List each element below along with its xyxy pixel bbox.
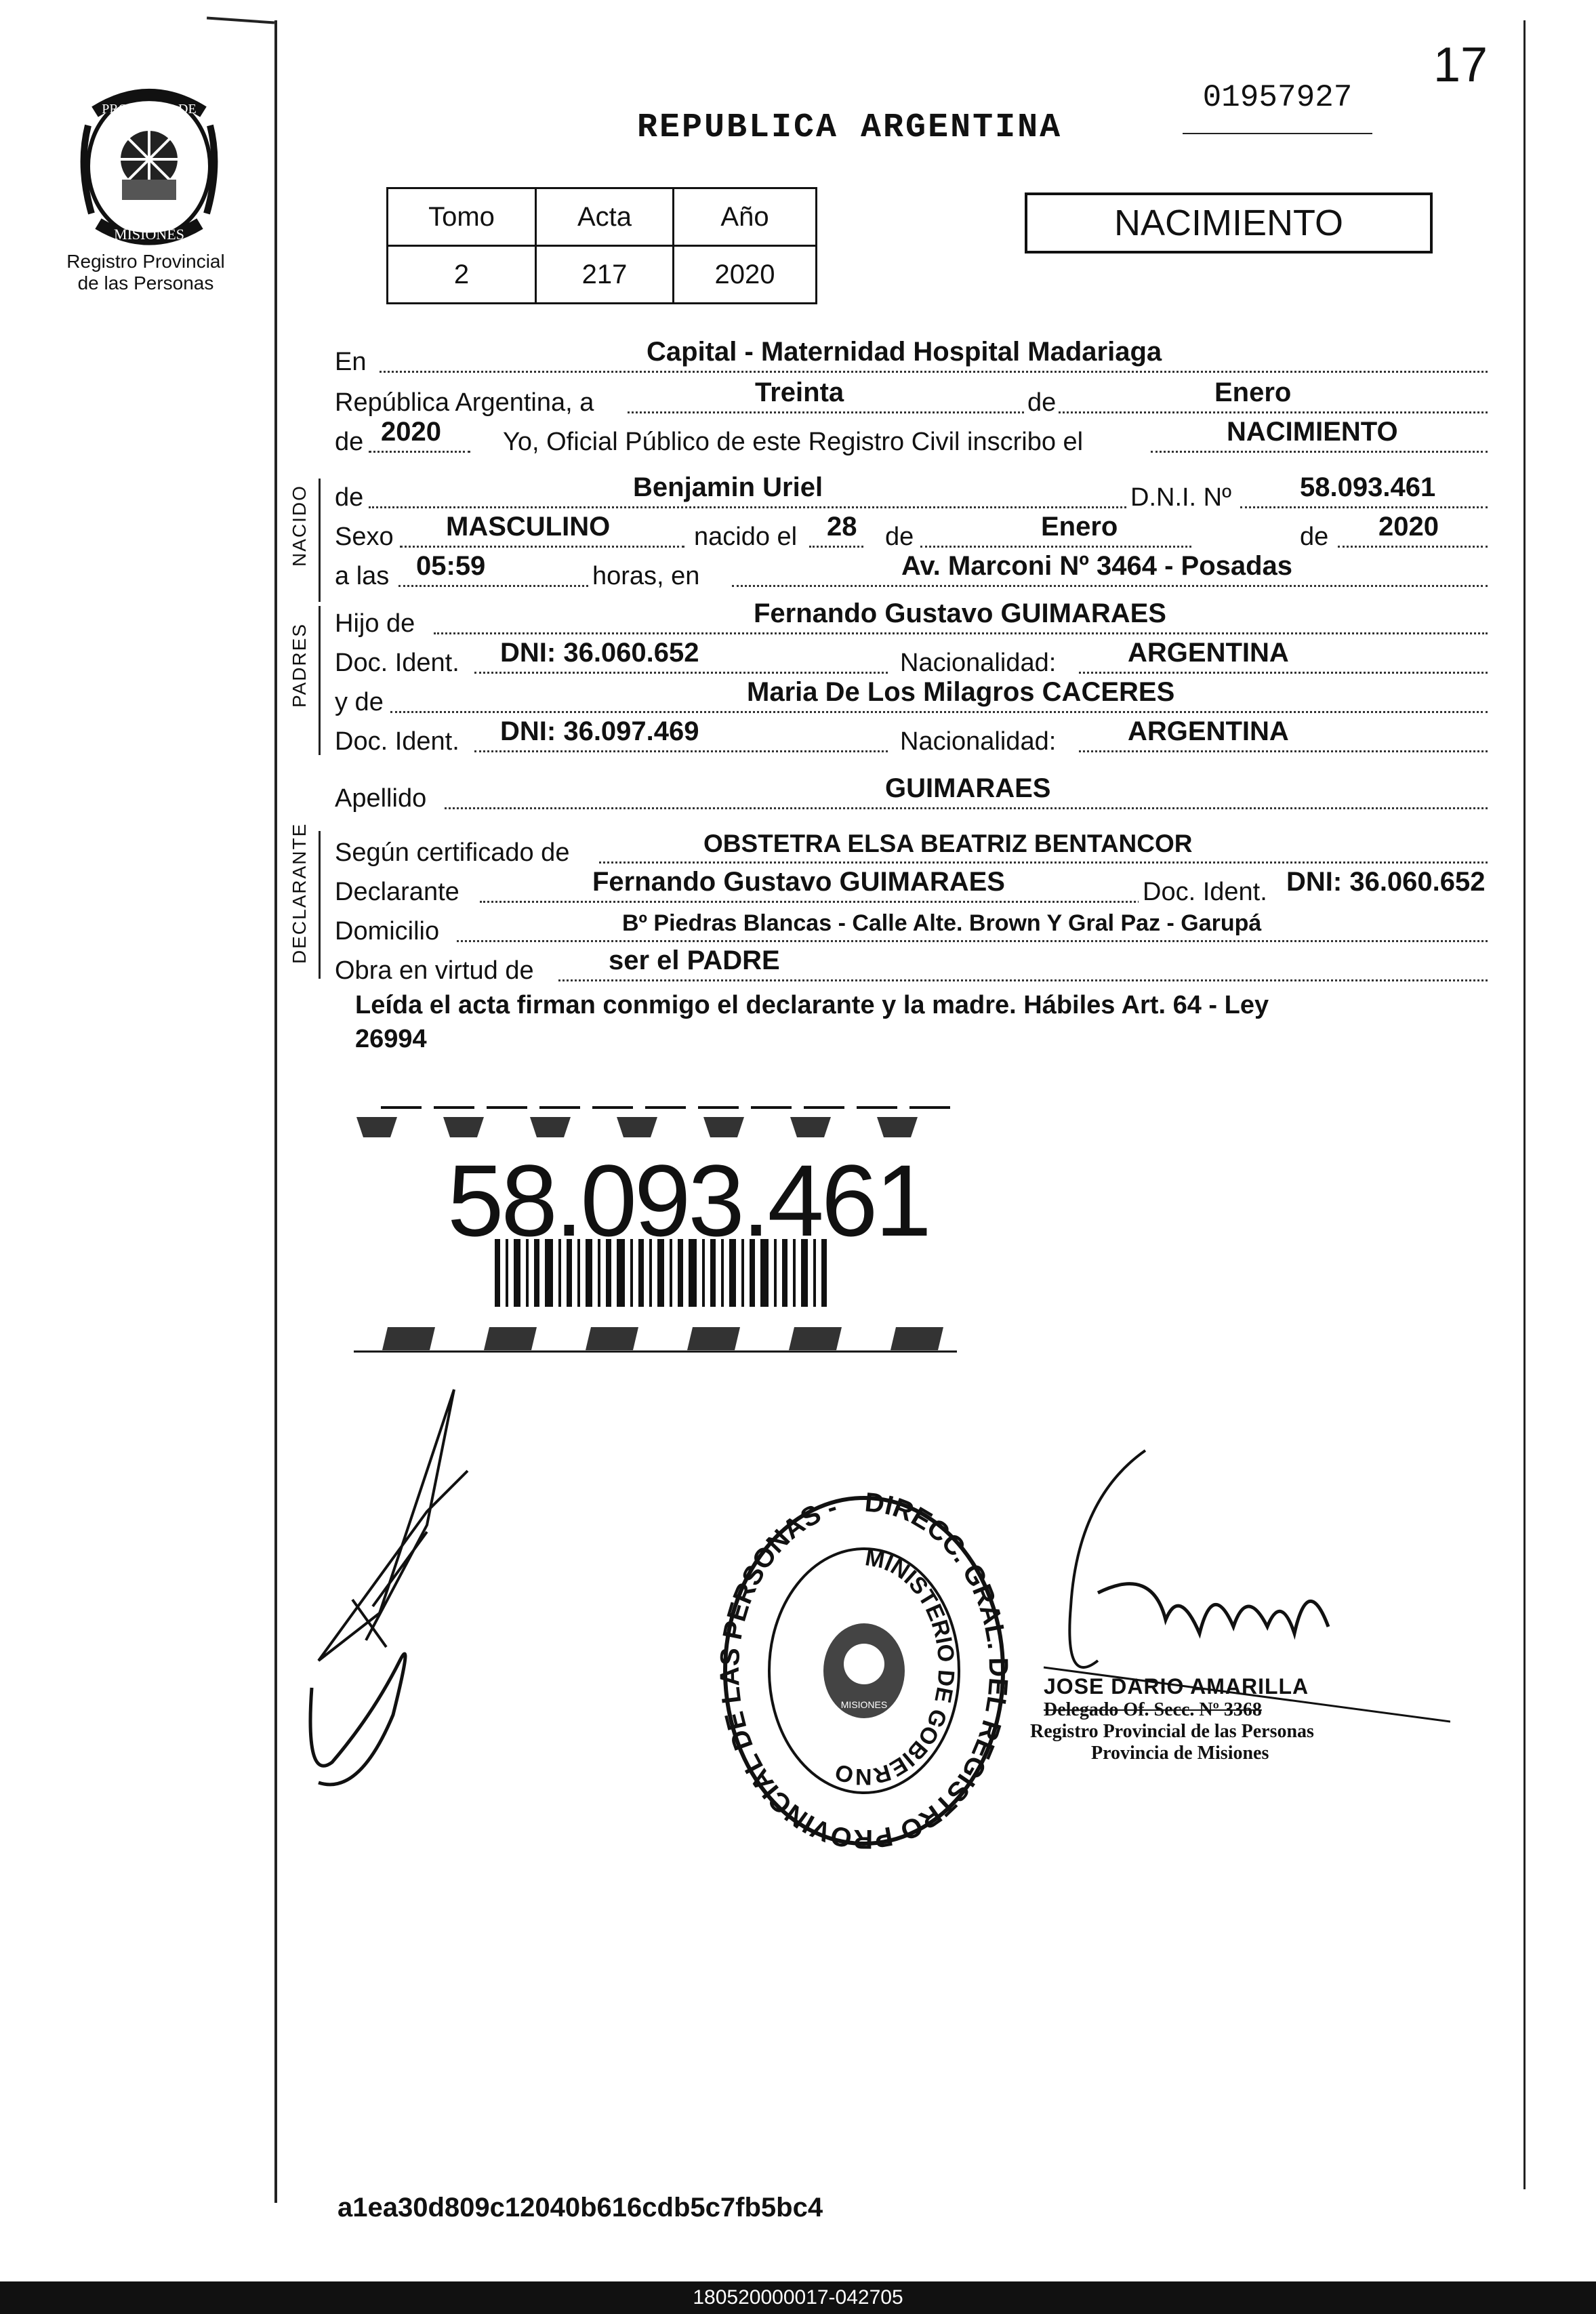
stamp-outer-text: DIRECC. GRAL. DEL REGISTRO PROVINCIAL DE LAS PERSONAS -: [714, 1487, 1014, 1854]
row-apellido: [335, 773, 1488, 813]
official-name-block: [1030, 1674, 1423, 1764]
label-mother-doc: Doc. Ident.: [335, 727, 459, 756]
birth-month-value: Enero: [1041, 512, 1118, 542]
label-republica: República Argentina, a: [335, 388, 594, 417]
logo-text-bottom: MISIONES: [114, 226, 184, 243]
stamp-inner-text: MINISTERIO DE GOBIERNO: [832, 1545, 960, 1790]
register-table: [386, 187, 817, 304]
label-nacido-el: nacido el: [694, 523, 798, 551]
legal-text-line2: 26994: [355, 1025, 427, 1053]
month-value: Enero: [1214, 378, 1292, 407]
declarante-doc-value: DNI: 36.060.652: [1286, 867, 1486, 897]
label-horas-en: horas, en: [592, 562, 700, 590]
official-name: JOSE DARIO AMARILLA: [1044, 1674, 1309, 1699]
right-margin-line: [1523, 20, 1526, 2189]
section-label-padres: PADRES: [289, 622, 310, 708]
mother-doc-value: DNI: 36.097.469: [500, 716, 699, 746]
label-mother-nationality: Nacionalidad:: [900, 727, 1057, 756]
apellido-value: GUIMARAES: [885, 773, 1051, 803]
register-value-ano: 2020: [674, 246, 817, 304]
label-a-las: a las: [335, 562, 390, 590]
legal-text: [355, 988, 1480, 1056]
label-y-de: y de: [335, 688, 384, 716]
label-nacido-de: de: [335, 483, 364, 512]
left-margin-line: [274, 20, 277, 2203]
row-father-doc: [335, 637, 1488, 678]
official-title-line2: Registro Provincial de las Personas: [1030, 1721, 1314, 1742]
row-republica: [335, 377, 1488, 418]
label-officer: Yo, Oficial Público de este Registro Civil inscribo el: [503, 428, 1084, 456]
register-header-acta: Acta: [536, 188, 674, 246]
label-sexo: Sexo: [335, 523, 394, 551]
footer-code-bar: [0, 2281, 1596, 2314]
section-label-nacido: NACIDO: [289, 485, 310, 567]
footer-code: 180520000017-042705: [693, 2286, 903, 2309]
document-hash: a1ea30d809c12040b616cdb5c7fb5bc4: [337, 2193, 823, 2222]
mother-name-value: Maria De Los Milagros CACERES: [747, 677, 1175, 707]
row-hijo-de: [335, 598, 1488, 638]
barcode-number: 58.093.461: [447, 1143, 929, 1257]
province-logo: [75, 85, 224, 251]
label-dni: D.N.I. Nº: [1126, 483, 1235, 512]
obra-value: ser el PADRE: [609, 946, 780, 975]
domicilio-value: Bº Piedras Blancas - Calle Alte. Brown Y Gral Paz - Garupá: [622, 910, 1262, 936]
birth-address-value: Av. Marconi Nº 3464 - Posadas: [901, 551, 1293, 581]
serial-number: 01957927: [1183, 80, 1372, 134]
org-caption: [41, 251, 251, 294]
day-value: Treinta: [755, 378, 844, 407]
row-en: [335, 336, 1488, 377]
row-domicilio: [335, 906, 1488, 946]
section-label-declarante: DECLARANTE: [289, 822, 310, 964]
row-declarante: [335, 866, 1488, 907]
act-type-box: NACIMIENTO: [1025, 192, 1433, 253]
logo-text-top: PROVINCIA DE: [102, 102, 197, 117]
mother-nationality-value: ARGENTINA: [1128, 716, 1289, 746]
declarant-signature: [291, 1376, 508, 1810]
label-apellido: Apellido: [335, 784, 427, 813]
official-title-line1: Delegado Of. Secc. Nº 3368: [1044, 1699, 1262, 1720]
label-declarante: Declarante: [335, 878, 459, 906]
label-de-year: de: [335, 428, 364, 456]
act-value: NACIMIENTO: [1227, 417, 1398, 447]
row-nacido-name: [335, 472, 1488, 512]
row-mother-doc: [335, 716, 1488, 756]
stamp-emblem-text: MISIONES: [840, 1699, 888, 1710]
place-value: Capital - Maternidad Hospital Madariaga: [647, 337, 1162, 367]
label-de-birth-year: de: [1296, 523, 1332, 552]
declarante-value: Fernando Gustavo GUIMARAES: [592, 867, 1005, 897]
row-certificado: [335, 827, 1488, 868]
row-year-officer: [335, 416, 1488, 457]
father-nationality-value: ARGENTINA: [1128, 638, 1289, 668]
register-header-ano: Año: [674, 188, 817, 246]
register-value-tomo: 2: [388, 246, 536, 304]
label-en: En: [335, 348, 367, 376]
certificado-value: OBSTETRA ELSA BEATRIZ BENTANCOR: [703, 830, 1193, 857]
birth-time-value: 05:59: [416, 551, 486, 581]
row-y-de: [335, 676, 1488, 717]
label-father-nationality: Nacionalidad:: [900, 649, 1057, 677]
org-caption-line1: Registro Provincial: [66, 251, 225, 272]
page-number: 17: [1433, 38, 1488, 92]
legal-text-line1: Leída el acta firman conmigo el declarante y la madre. Hábiles Art. 64 - Ley: [355, 991, 1269, 1019]
label-de-birth-month: de: [885, 523, 914, 551]
child-dni-value: 58.093.461: [1300, 472, 1436, 502]
label-father-doc: Doc. Ident.: [335, 649, 459, 677]
birth-day-value: 28: [827, 512, 857, 542]
label-certificado: Según certificado de: [335, 838, 570, 867]
year-value: 2020: [381, 417, 441, 447]
register-header-tomo: Tomo: [388, 188, 536, 246]
birth-year-value: 2020: [1378, 512, 1439, 542]
label-de-month: de: [1025, 388, 1059, 418]
top-left-mark: [207, 17, 274, 24]
child-name-value: Benjamin Uriel: [633, 472, 823, 502]
row-nacido-sexo: [335, 511, 1488, 552]
sexo-value: MASCULINO: [446, 512, 611, 542]
father-doc-value: DNI: 36.060.652: [500, 638, 699, 668]
official-title-line3: Provincia de Misiones: [1091, 1743, 1269, 1764]
label-obra: Obra en virtud de: [335, 956, 534, 985]
register-value-acta: 217: [536, 246, 674, 304]
org-caption-line2: de las Personas: [77, 272, 214, 293]
father-name-value: Fernando Gustavo GUIMARAES: [754, 598, 1166, 628]
label-declarante-doc: Doc. Ident.: [1139, 878, 1271, 907]
label-domicilio: Domicilio: [335, 917, 440, 946]
official-stamp: [712, 1484, 1017, 1864]
row-obra: [335, 945, 1488, 986]
row-nacido-hora: [335, 550, 1488, 591]
label-hijo-de: Hijo de: [335, 609, 415, 638]
country-title: REPUBLICA ARGENTINA: [637, 108, 1063, 147]
